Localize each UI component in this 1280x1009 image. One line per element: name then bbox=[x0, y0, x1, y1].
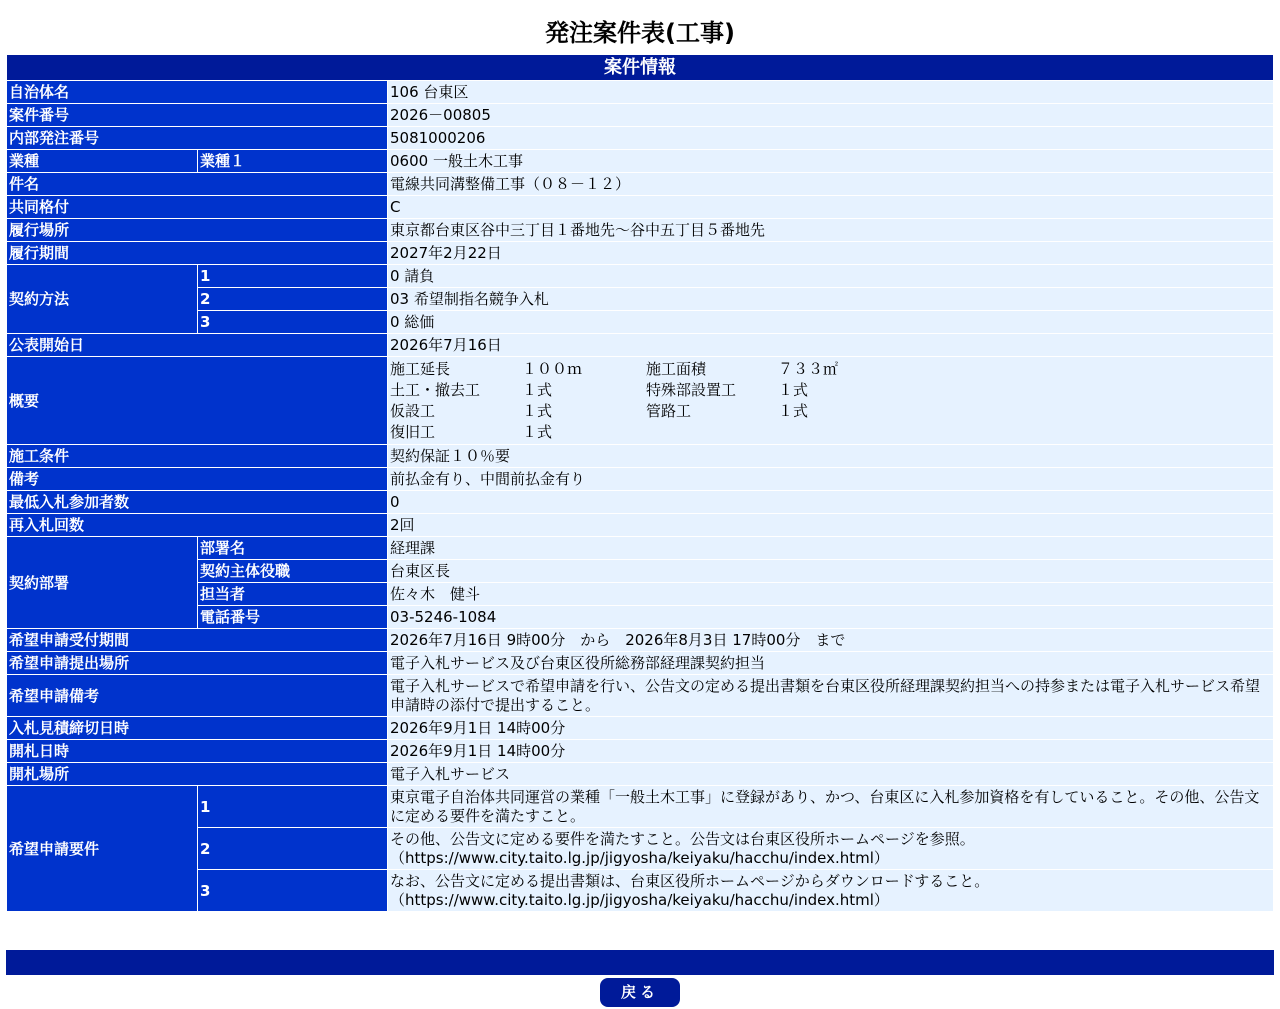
row-opening-place bbox=[7, 763, 1273, 785]
contract-dept-sub-label: 契約主体役職 bbox=[198, 560, 387, 582]
outline-item-qty: １式 bbox=[522, 381, 553, 399]
row-publish-start bbox=[7, 334, 1273, 356]
subject-value: 電線共同溝整備工事（０８－１２） bbox=[388, 173, 1273, 195]
contract-method-value: 0 総価 bbox=[388, 311, 1273, 333]
back-button[interactable]: 戻る bbox=[600, 978, 680, 1007]
row-bid-deadline bbox=[7, 717, 1273, 739]
contract-dept-value: 台東区長 bbox=[388, 560, 1273, 582]
row-industry bbox=[7, 150, 1273, 172]
application-requirements-label: 希望申請要件 bbox=[7, 786, 197, 911]
bid-deadline-label: 入札見積締切日時 bbox=[7, 717, 387, 739]
period-label: 履行期間 bbox=[7, 242, 387, 264]
row-location bbox=[7, 219, 1273, 241]
row-application-period bbox=[7, 629, 1273, 651]
footer-bar bbox=[6, 950, 1274, 975]
rebid-count-value: 2回 bbox=[388, 514, 1273, 536]
contract-method-value: 03 希望制指名競争入札 bbox=[388, 288, 1273, 310]
application-period-value: 2026年7月16日 9時00分 から 2026年8月3日 17時00分 まで bbox=[388, 629, 1273, 651]
row-rebid-count bbox=[7, 514, 1273, 536]
row-subject bbox=[7, 173, 1273, 195]
application-requirements-value: 東京電子自治体共同運営の業種「一般土木工事」に登録があり、かつ、台東区に入札参加資格を有していること。その他、公告文に定める要件を満たすこと。 bbox=[388, 786, 1273, 827]
row-internal-order-number bbox=[7, 127, 1273, 149]
outline-item-name: 施工延長 bbox=[390, 360, 451, 378]
case-number-value: 2026－00805 bbox=[388, 104, 1273, 126]
outline-item-qty: ７３３㎡ bbox=[778, 360, 839, 378]
min-bidders-value: 0 bbox=[388, 491, 1273, 513]
outline-item-name: 仮設工 bbox=[390, 402, 436, 420]
outline-item-name: 管路工 bbox=[646, 402, 692, 420]
row-case-number bbox=[7, 104, 1273, 126]
subject-label: 件名 bbox=[7, 173, 387, 195]
application-remarks-value: 電子入札サービスで希望申請を行い、公告文の定める提出書類を台東区役所経理課契約担当への持参または電子入札サービス希望申請時の添付で提出すること。 bbox=[388, 675, 1273, 716]
contract-dept-value: 経理課 bbox=[388, 537, 1273, 559]
municipality-label: 自治体名 bbox=[7, 81, 387, 103]
row-period bbox=[7, 242, 1273, 264]
application-place-label: 希望申請提出場所 bbox=[7, 652, 387, 674]
internal-order-number-label: 内部発注番号 bbox=[7, 127, 387, 149]
outline-item-qty: １式 bbox=[778, 381, 809, 399]
row-municipality bbox=[7, 81, 1273, 103]
application-requirements-num: 1 bbox=[198, 786, 387, 827]
section-header: 案件情報 bbox=[7, 55, 1273, 80]
case-number-label: 案件番号 bbox=[7, 104, 387, 126]
remarks-label: 備考 bbox=[7, 468, 387, 490]
row-contract-method-1 bbox=[7, 265, 1273, 287]
application-period-label: 希望申請受付期間 bbox=[7, 629, 387, 651]
row-opening-datetime bbox=[7, 740, 1273, 762]
location-label: 履行場所 bbox=[7, 219, 387, 241]
industry-value: 0600 一般土木工事 bbox=[388, 150, 1273, 172]
application-requirements-value: その他、公告文に定める要件を満たすこと。公告文は台東区役所ホームページを参照。（https://www.city.taito.lg.jp/jigyosha/keiyaku/hacchu/index.html） bbox=[388, 828, 1273, 869]
location-value: 東京都台東区谷中三丁目１番地先～谷中五丁目５番地先 bbox=[388, 219, 1273, 241]
outline-item-qty: １００ｍ bbox=[522, 360, 583, 378]
contract-dept-sub-label: 電話番号 bbox=[198, 606, 387, 628]
remarks-value: 前払金有り、中間前払金有り bbox=[388, 468, 1273, 490]
row-application-remarks bbox=[7, 675, 1273, 716]
outline-item-name bbox=[646, 422, 778, 443]
municipality-value: 106 台東区 bbox=[388, 81, 1273, 103]
row-application-place bbox=[7, 652, 1273, 674]
joint-rating-value: C bbox=[388, 196, 1273, 218]
outline-item-qty bbox=[778, 422, 1271, 443]
industry-sub-label: 業種１ bbox=[198, 150, 387, 172]
contract-method-num: 2 bbox=[198, 288, 387, 310]
application-requirements-value: なお、公告文に定める提出書類は、台東区役所ホームページからダウンロードすること。（https://www.city.taito.lg.jp/jigyosha/keiyaku/hacchu/index.html） bbox=[388, 870, 1273, 911]
outline-item-name: 土工・撤去工 bbox=[390, 381, 481, 399]
construction-conditions-label: 施工条件 bbox=[7, 445, 387, 467]
case-info-table bbox=[6, 54, 1274, 912]
outline-item-qty: １式 bbox=[778, 402, 809, 420]
row-min-bidders bbox=[7, 491, 1273, 513]
joint-rating-label: 共同格付 bbox=[7, 196, 387, 218]
application-remarks-label: 希望申請備考 bbox=[7, 675, 387, 716]
rebid-count-label: 再入札回数 bbox=[7, 514, 387, 536]
industry-label: 業種 bbox=[7, 150, 197, 172]
contract-method-value: 0 請負 bbox=[388, 265, 1273, 287]
internal-order-number-value: 5081000206 bbox=[388, 127, 1273, 149]
row-application-requirements-1 bbox=[7, 786, 1273, 827]
opening-place-label: 開札場所 bbox=[7, 763, 387, 785]
outline-item-qty: １式 bbox=[522, 423, 553, 441]
outline-value bbox=[388, 357, 1273, 444]
outline-label: 概要 bbox=[7, 357, 387, 444]
outline-item-name: 施工面積 bbox=[646, 360, 707, 378]
contract-dept-value: 03-5246-1084 bbox=[388, 606, 1273, 628]
outline-item-qty: １式 bbox=[522, 402, 553, 420]
outline-grid bbox=[390, 359, 1271, 443]
period-value: 2027年2月22日 bbox=[388, 242, 1273, 264]
contract-method-num: 3 bbox=[198, 311, 387, 333]
outline-item-name: 復旧工 bbox=[390, 423, 436, 441]
row-joint-rating bbox=[7, 196, 1273, 218]
contract-method-num: 1 bbox=[198, 265, 387, 287]
min-bidders-label: 最低入札参加者数 bbox=[7, 491, 387, 513]
row-construction-conditions bbox=[7, 445, 1273, 467]
publish-start-label: 公表開始日 bbox=[7, 334, 387, 356]
opening-place-value: 電子入札サービス bbox=[388, 763, 1273, 785]
row-outline bbox=[7, 357, 1273, 444]
page-title: 発注案件表(工事) bbox=[545, 19, 735, 47]
application-place-value: 電子入札サービス及び台東区役所総務部経理課契約担当 bbox=[388, 652, 1273, 674]
contract-dept-sub-label: 担当者 bbox=[198, 583, 387, 605]
section-header-row bbox=[7, 55, 1273, 80]
opening-datetime-value: 2026年9月1日 14時00分 bbox=[388, 740, 1273, 762]
contract-dept-sub-label: 部署名 bbox=[198, 537, 387, 559]
outline-item-name: 特殊部設置工 bbox=[646, 381, 737, 399]
construction-conditions-value: 契約保証１０％要 bbox=[388, 445, 1273, 467]
application-requirements-num: 3 bbox=[198, 870, 387, 911]
application-requirements-num: 2 bbox=[198, 828, 387, 869]
row-remarks bbox=[7, 468, 1273, 490]
contract-method-label: 契約方法 bbox=[7, 265, 197, 333]
publish-start-value: 2026年7月16日 bbox=[388, 334, 1273, 356]
bid-deadline-value: 2026年9月1日 14時00分 bbox=[388, 717, 1273, 739]
row-contract-dept-1 bbox=[7, 537, 1273, 559]
opening-datetime-label: 開札日時 bbox=[7, 740, 387, 762]
contract-dept-label: 契約部署 bbox=[7, 537, 197, 628]
contract-dept-value: 佐々木 健斗 bbox=[388, 583, 1273, 605]
